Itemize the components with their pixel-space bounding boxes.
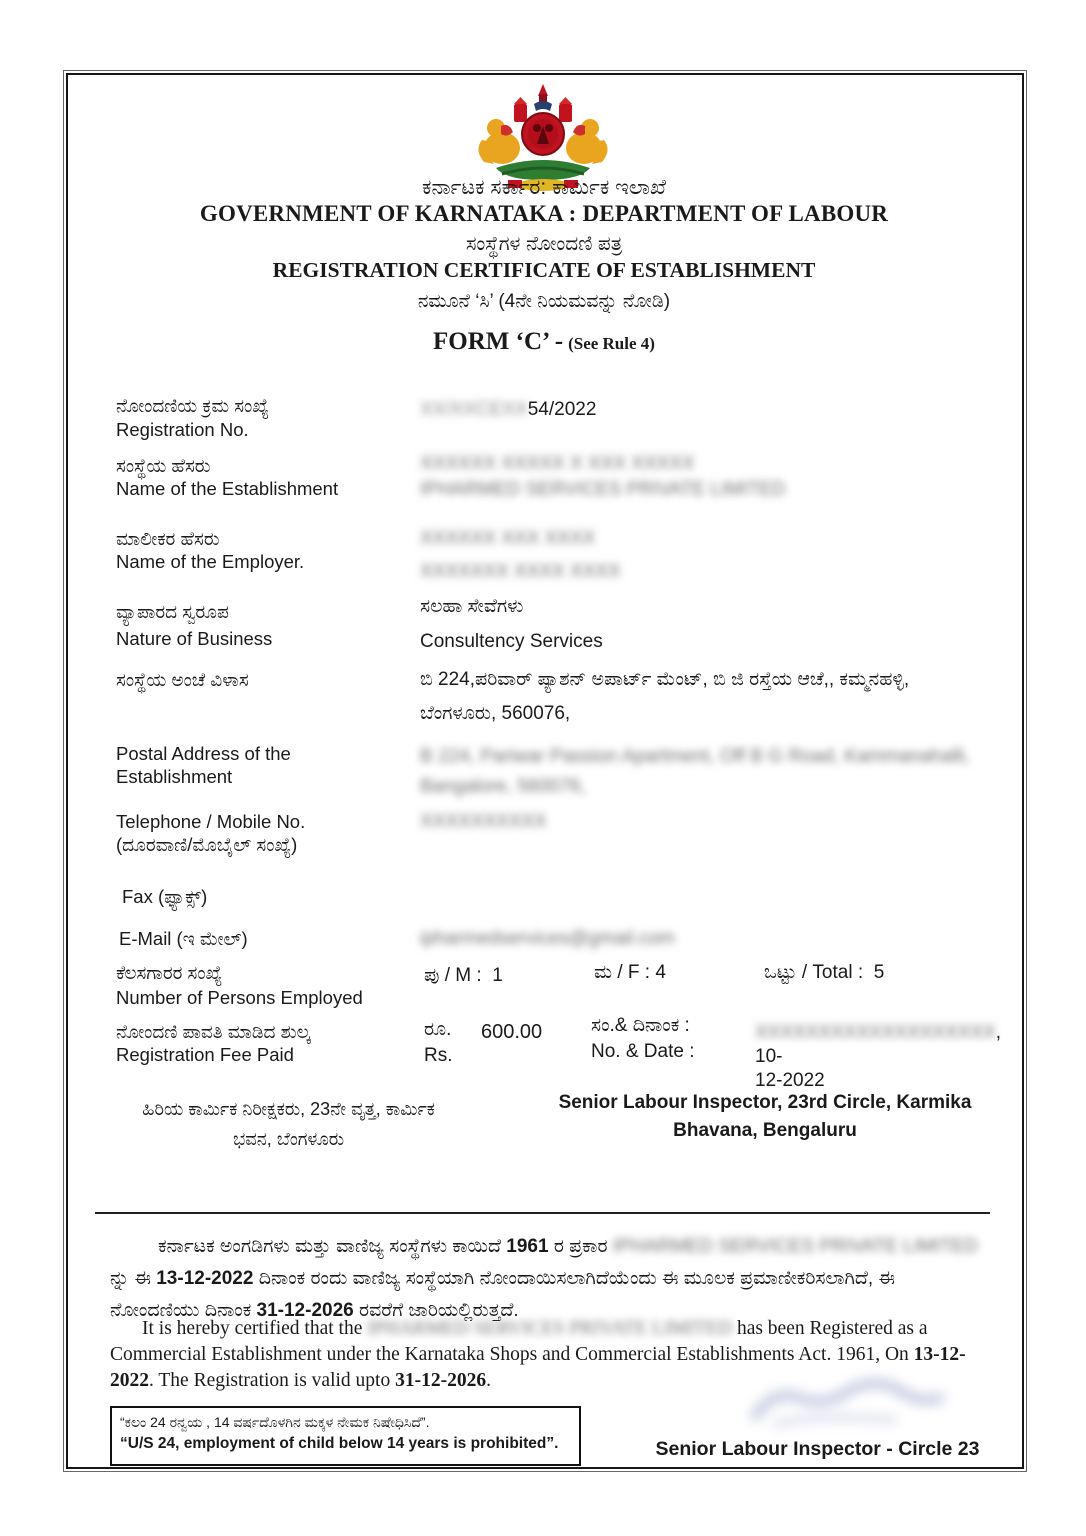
employer-label-en: Name of the Employer. (116, 551, 305, 572)
section-divider (95, 1212, 990, 1214)
form-title-kn: ನಮೂನೆ ‘ಸಿ’ (4ನೇ ನಿಯಮವನ್ನು ನೋಡಿ) (417, 291, 671, 312)
child-labour-note-en: “U/S 24, employment of child below 14 years is prohibited”. (120, 1435, 559, 1452)
establishment-value-redacted-1: XXXXXX XXXXX X XXX XXXXX (420, 453, 695, 474)
establishment-label-kn: ಸಂಸ್ಥೆಯ ಹೆಸರು (116, 455, 211, 476)
postal-address-label-en-1: Postal Address of the (116, 743, 291, 764)
persons-female: ಮ / F : 4 (594, 962, 666, 983)
postal-address-value-kn-1: ಬಿ 224,ಪರಿವಾರ್ ಪ್ಯಾಶನ್ ಅಪಾರ್ಟ್ ಮೆಂಟ್, ಬಿ ಜಿ ರಸ್ತೆಯ ಆಚೆ,, ಕಮ್ಮನಹಳ್ಳಿ, (420, 669, 910, 690)
fee-no-date-value (755, 1021, 1005, 1093)
registration-no-value (420, 398, 596, 422)
fee-no-date-label-kn: ಸಂ.& ದಿನಾಂಕ : (591, 1015, 690, 1036)
establishment-label-en: Name of the Establishment (116, 478, 339, 499)
registration-no-redacted: XX/XXCEXX (420, 399, 528, 420)
persons-total-value: 5 (873, 962, 885, 983)
postal-address-value-redacted-1: B 224, Pariwar Passion Apartment, Off B G Road, Kammanahalli, (420, 746, 970, 767)
child-labour-note-kn: “ಕಲಂ 24 ರನ್ವಯ , 14 ವರ್ಷದೊಳಗಿನ ಮಕ್ಕಳ ನೇಮಕ ನಿಷೇಧಿಸಿದೆ”. (120, 1414, 430, 1430)
telephone-value-redacted: XXXXXXXXXX (420, 811, 547, 832)
signatory-kn-line2: ಭವನ, ಬೆಂಗಳೂರು (232, 1129, 345, 1149)
business-label-en: Nature of Business (116, 628, 273, 649)
business-value-en: Consultency Services (420, 631, 603, 652)
signatory-kn-line1: ಹಿರಿಯ ಕಾರ್ಮಿಕ ನಿರೀಕ್ಷಕರು, 23ನೇ ವೃತ್ತ, ಕಾರ್ಮಿಕ (142, 1099, 435, 1119)
dept-title-kn: ಕರ್ನಾಟಕ ಸರ್ಕಾರ: ಕಾರ್ಮಿಕ ಇಲಾಖೆ (422, 176, 666, 199)
registration-no-visible: 54/2022 (527, 399, 597, 420)
form-title-en (63, 328, 1025, 356)
declaration-kn (110, 1231, 982, 1327)
decl-kn-part2: ರ ಪ್ರಕಾರ (548, 1236, 613, 1257)
registration-no-label-kn: ನೋಂದಣಿಯ ಕ್ರಮ ಸಂಖ್ಯೆ (116, 395, 269, 416)
email-value-redacted: ipharmedservices@gmail.com (420, 928, 675, 949)
fee-label-en: Registration Fee Paid (116, 1044, 294, 1065)
decl-kn-part3: ನ್ನು ಈ (110, 1268, 157, 1289)
inspector-signature-blurred (745, 1378, 945, 1434)
email-label: E-Mail (ಇ ಮೇಲ್) (119, 928, 248, 949)
child-labour-note-box (110, 1406, 581, 1466)
decl-kn-date2: 31-12-2026 (256, 1300, 354, 1321)
persons-label-en: Number of Persons Employed (116, 987, 363, 1008)
cert-subtitle-kn: ಸಂಸ್ಥೆಗಳ ನೋಂದಣಿ ಪತ್ರ (465, 233, 623, 255)
form-c-label: FORM ‘C’ - (433, 328, 564, 355)
persons-male-label: ಪು / M : (424, 965, 482, 986)
decl-en-part2: has been Registered as a Commercial Establishment under the Karnataka Shops and Commercial Establishments Act. 1961, On (110, 1318, 928, 1365)
fee-receipt-redacted: XXXXXXXXXXXXXXXXXXX (755, 1022, 996, 1043)
decl-kn-part1: ಕರ್ನಾಟಕ ಅಂಗಡಿಗಳು ಮತ್ತು ವಾಣಿಜ್ಯ ಸಂಸ್ಥೆಗಳು ಕಾಯಿದೆ (158, 1236, 507, 1257)
decl-en-name-redacted: IPHARMED SERVICES PRIVATE LIMITED (367, 1318, 733, 1339)
decl-kn-part5: ರವರೆಗೆ ಜಾರಿಯಲ್ಲಿರುತ್ತದೆ. (353, 1300, 519, 1321)
employer-value-redacted-2: XXXXXXX XXXX XXXX (420, 561, 621, 582)
postal-address-value-kn-2: ಬೆಂಗಳೂರು, 560076, (420, 703, 571, 724)
decl-en-part3: . The Registration is valid upto (149, 1370, 396, 1391)
fee-amount: 600.00 (481, 1021, 543, 1043)
fax-label: Fax (ಫ್ಯಾಕ್ಸ್) (122, 886, 208, 907)
fee-date-part2: 12-2022 (755, 1070, 825, 1091)
persons-male (424, 964, 503, 988)
decl-en-part1: It is hereby certified that the (142, 1318, 368, 1339)
persons-label-kn: ಕೆಲಸಗಾರರ ಸಂಖ್ಯೆ (116, 962, 223, 983)
registration-no-label-en: Registration No. (116, 419, 249, 440)
establishment-value-redacted-2: IPHARMED SERVICES PRIVATE LIMITED (420, 479, 786, 500)
inspector-title: Senior Labour Inspector - Circle 23 (655, 1438, 980, 1460)
signatory-en-line2: Bhavana, Bengaluru (673, 1120, 857, 1141)
decl-en-part4: . (486, 1370, 491, 1391)
dept-title-en: GOVERNMENT OF KARNATAKA : DEPARTMENT OF LABOUR (199, 201, 889, 226)
fee-currency-kn: ರೂ. (424, 1019, 452, 1040)
fee-date-part1: , 10- (755, 1022, 1002, 1067)
postal-address-label-kn: ಸಂಸ್ಥೆಯ ಅಂಚೆ ವಿಳಾಸ (116, 669, 249, 690)
telephone-label-kn: (ದೂರವಾಣಿ/ಮೊಬೈಲ್ ಸಂಖ್ಯೆ) (116, 834, 298, 855)
business-label-kn: ವ್ಯಾಪಾರದ ಸ್ವರೂಪ (116, 601, 229, 622)
decl-kn-part4: ದಿನಾಂಕ ರಂದು ವಾಣಿಜ್ಯ ಸಂಸ್ಥೆಯಾಗಿ ನೋಂದಾಯಿಸಲಾಗಿದೆಯೆಂದು ಈ ಮೂಲಕ ಪ್ರಮಾಣೀಕರಿಸಲಾಗಿದೆ, ಈ ನೋಂದಣಿಯು ದಿನಾಂಕ (110, 1268, 895, 1321)
signatory-en (540, 1089, 990, 1145)
signatory-en-line1: Senior Labour Inspector, 23rd Circle, Karmika (558, 1092, 972, 1113)
employer-label-kn: ಮಾಲೀಕರ ಹೆಸರು (116, 528, 220, 549)
telephone-label-en: Telephone / Mobile No. (116, 811, 306, 832)
fee-label-kn: ನೋಂದಣಿ ಪಾವತಿ ಮಾಡಿದ ಶುಲ್ಕ (116, 1021, 311, 1042)
persons-total (764, 961, 884, 985)
postal-address-value-redacted-2: Bangalore, 560076, (420, 776, 586, 797)
business-value-kn: ಸಲಹಾ ಸೇವೆಗಳು (420, 596, 524, 617)
decl-kn-name-redacted: IPHARMED SERVICES PRIVATE LIMITED (612, 1236, 979, 1257)
decl-kn-year: 1961 (506, 1236, 549, 1257)
postal-address-label-en-2: Establishment (116, 766, 233, 787)
decl-kn-date1: 13-12-2022 (156, 1268, 254, 1289)
fee-no-date-label-en: No. & Date : (591, 1041, 695, 1062)
employer-value-redacted-1: XXXXXX XXX XXXX (420, 528, 596, 549)
signatory-kn (116, 1094, 461, 1154)
decl-en-date2: 31-12-2026 (395, 1370, 487, 1391)
decl-en-date1: 13-12-2022 (110, 1344, 966, 1391)
fee-currency-en: Rs. (424, 1045, 453, 1066)
persons-total-label: ಒಟ್ಟು / Total : (764, 962, 864, 983)
form-rule-label: (See Rule 4) (568, 334, 655, 353)
persons-male-value: 1 (492, 965, 503, 986)
cert-subtitle-en: REGISTRATION CERTIFICATE OF ESTABLISHMENT (272, 258, 816, 282)
